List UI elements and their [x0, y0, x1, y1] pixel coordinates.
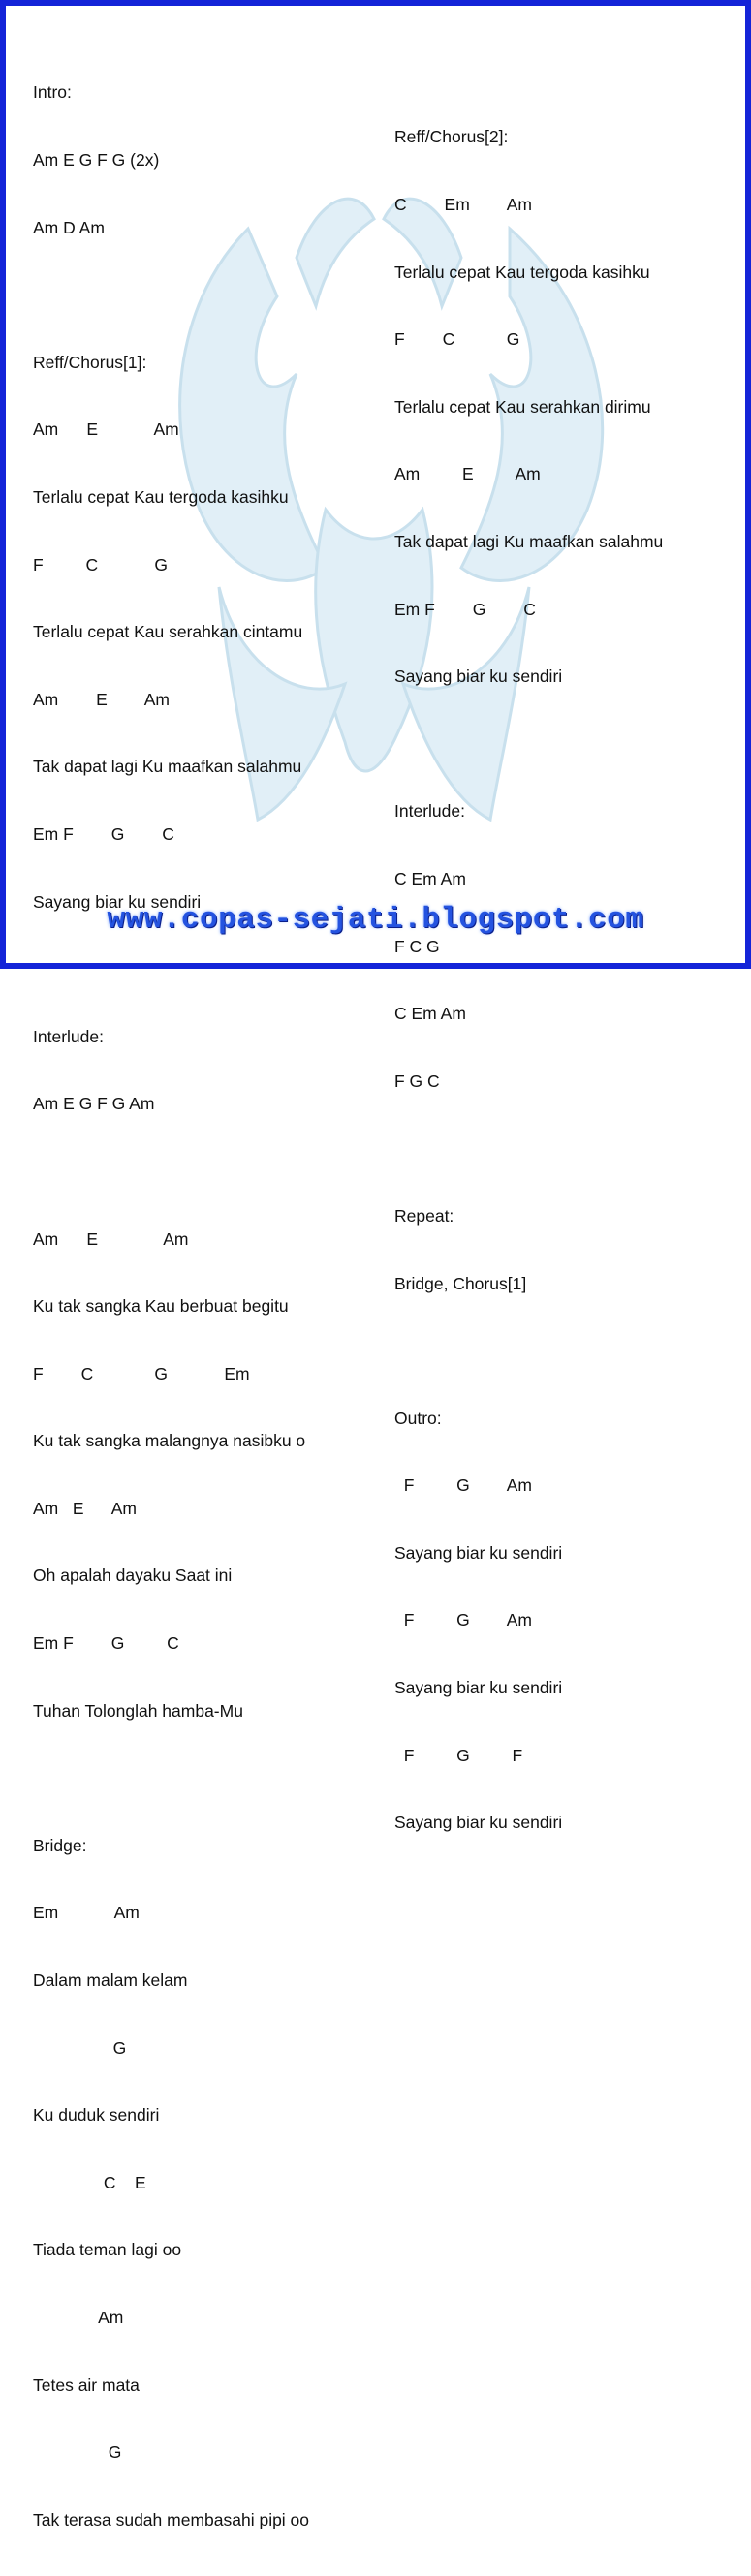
line: Am E G F G Am: [33, 1094, 155, 1114]
line: Bridge, Chorus[1]: [394, 1273, 527, 1293]
line: Tiada teman lagi oo: [33, 2240, 182, 2260]
line: C Em Am: [394, 868, 466, 888]
line: Repeat:: [394, 1205, 454, 1226]
footer-url: www.copas-sejati.blogspot.com: [107, 903, 644, 937]
line: F C G: [394, 936, 440, 956]
line: Intro:: [33, 82, 72, 103]
line: Tak dapat lagi Ku maafkan salahmu: [394, 531, 664, 551]
left-column: [33, 37, 309, 2576]
line: Terlalu cepat Kau tergoda kasihku: [394, 262, 650, 282]
line: C E: [33, 2172, 146, 2192]
line: Reff/Chorus[2]:: [394, 127, 509, 147]
line: Em F G C: [394, 599, 536, 619]
spacer: [33, 1767, 309, 1789]
line: Am D Am: [33, 217, 105, 237]
line: Am: [33, 2308, 124, 2327]
line: Am E G F G (2x): [33, 150, 160, 170]
spacer: [33, 284, 309, 306]
line: Ku tak sangka malangnya nasibku o: [33, 1431, 306, 1451]
line: F G Am: [394, 1475, 532, 1496]
line: C Em Am: [394, 195, 532, 214]
line: Bridge:: [33, 1835, 87, 1855]
line: Sayang biar ku sendiri: [394, 1813, 563, 1833]
line: F C G: [394, 329, 520, 350]
spacer: [394, 1340, 663, 1362]
line: Sayang biar ku sendiri: [394, 667, 563, 687]
line: Tak terasa sudah membasahi pipi oo: [33, 2509, 310, 2529]
line: F G Am: [394, 1610, 532, 1630]
line: Tak dapat lagi Ku maafkan salahmu: [33, 757, 302, 777]
line: Interlude:: [394, 801, 465, 822]
spacer: [33, 958, 309, 980]
line: Outro:: [394, 1408, 442, 1428]
line: Am E Am: [33, 419, 179, 440]
line: F G F: [394, 1745, 523, 1765]
line: Ku duduk sendiri: [33, 2105, 160, 2126]
line: G: [33, 2442, 122, 2463]
spacer: [33, 1161, 309, 1183]
line: Em F G C: [33, 823, 174, 844]
line: Am E Am: [394, 464, 541, 484]
right-column: [394, 81, 663, 1879]
line: Tuhan Tolonglah hamba-Mu: [33, 1700, 243, 1721]
line: F G C: [394, 1071, 440, 1091]
spacer: [394, 733, 663, 756]
line: Ku tak sangka Kau berbuat begitu: [33, 1296, 289, 1317]
line: Em F G C: [33, 1633, 179, 1654]
line: Sayang biar ku sendiri: [394, 1678, 563, 1698]
line: F C G Em: [33, 1363, 250, 1383]
line: Sayang biar ku sendiri: [33, 891, 202, 912]
line: F C G: [33, 554, 169, 574]
line: Am E Am: [33, 1498, 137, 1518]
line: Reff/Chorus[1]:: [33, 352, 147, 372]
line: Oh apalah dayaku Saat ini: [33, 1566, 233, 1586]
line: Sayang biar ku sendiri: [394, 1542, 563, 1563]
line: Am E Am: [33, 1228, 189, 1249]
line: Dalam malam kelam: [33, 1971, 188, 1991]
line: Terlalu cepat Kau tergoda kasihku: [33, 486, 289, 507]
line: Am E Am: [33, 689, 170, 709]
spacer: [394, 1137, 663, 1160]
line: Terlalu cepat Kau serahkan dirimu: [394, 396, 651, 417]
line: G: [33, 2037, 127, 2058]
line: Terlalu cepat Kau serahkan cintamu: [33, 622, 303, 642]
line: Em Am: [33, 1903, 140, 1923]
line: C Em Am: [394, 1004, 466, 1024]
line: Tetes air mata: [33, 2374, 140, 2395]
line: Interlude:: [33, 1026, 104, 1046]
